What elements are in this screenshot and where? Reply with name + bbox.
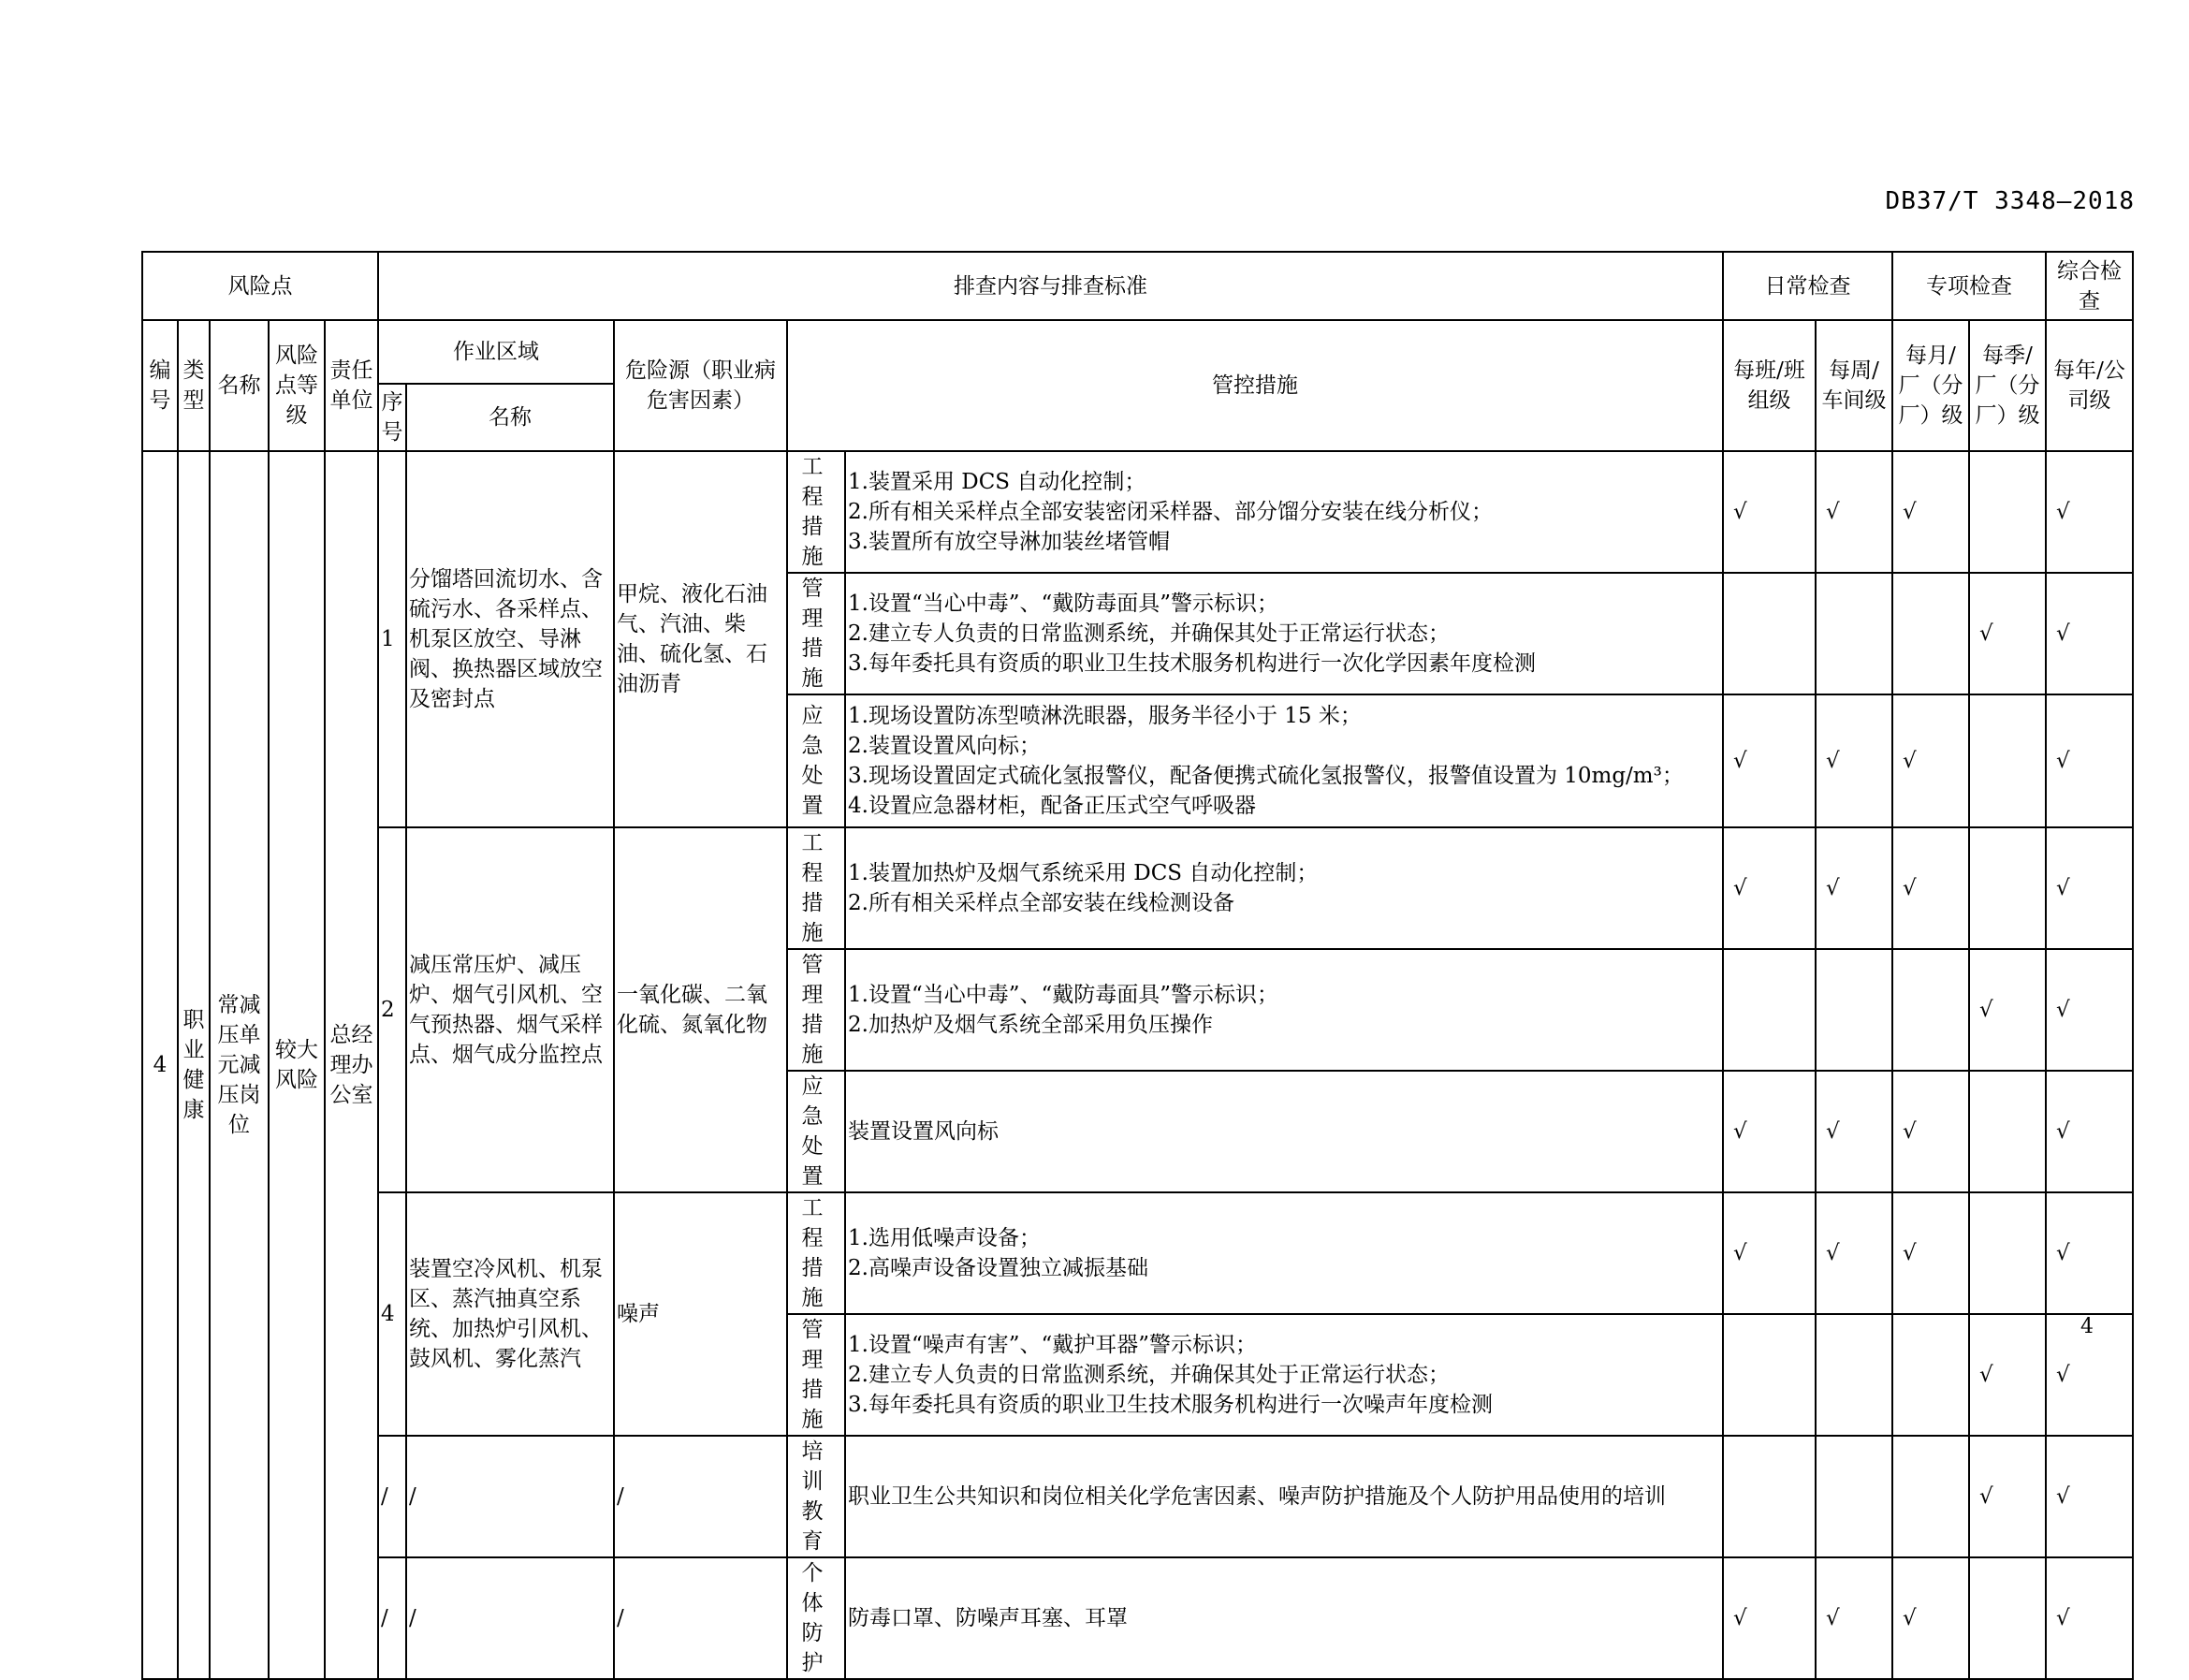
comprehensive-check-header: 综合检查 bbox=[2046, 252, 2133, 320]
no-header: 编号 bbox=[142, 320, 178, 451]
area-seq: / bbox=[378, 1557, 406, 1679]
measure-line: 1.设置“当心中毒”、“戴防毒面具”警示标识； bbox=[848, 592, 1278, 616]
area-seq: 1 bbox=[378, 451, 406, 827]
measure-line: 2.所有相关采样点全部安装在线检测设备 bbox=[848, 891, 1234, 915]
measure-content bbox=[845, 1192, 1723, 1314]
check-mark: √ bbox=[2046, 451, 2133, 573]
check-mark: √ bbox=[1892, 451, 1969, 573]
measure-line: 2.建立专人负责的日常监测系统，并确保其处于正常运行状态； bbox=[848, 621, 1450, 646]
check-mark: √ bbox=[1969, 1436, 2046, 1557]
check-mark: √ bbox=[2046, 1192, 2133, 1314]
seq-header: 序号 bbox=[378, 384, 406, 451]
measure-category: 应急处置 bbox=[787, 1071, 845, 1192]
measure-category: 个体防护 bbox=[787, 1557, 845, 1679]
measure-line: 1.设置“噪声有害”、“戴护耳器”警示标识； bbox=[848, 1333, 1257, 1357]
measure-content bbox=[845, 949, 1723, 1071]
risk-inspection-table bbox=[141, 251, 2134, 1680]
check-mark: √ bbox=[1969, 573, 2046, 694]
unit-header: 责任单位 bbox=[325, 320, 378, 451]
hazard-source: 甲烷、液化石油气、汽油、柴油、硫化氢、石油沥青 bbox=[614, 451, 787, 827]
check-mark: √ bbox=[1816, 694, 1892, 827]
check-mark: √ bbox=[2046, 827, 2133, 949]
check-mark: √ bbox=[2046, 1071, 2133, 1192]
measure-line: 2.建立专人负责的日常监测系统，并确保其处于正常运行状态； bbox=[848, 1363, 1450, 1387]
check-mark: √ bbox=[2046, 694, 2133, 827]
check-mark: √ bbox=[2046, 949, 2133, 1071]
measure-category: 工程措施 bbox=[787, 1192, 845, 1314]
responsible-unit: 总经理办公室 bbox=[325, 451, 378, 1679]
table-body bbox=[142, 451, 2133, 1679]
check-mark: √ bbox=[2046, 1557, 2133, 1679]
measure-line: 1.装置采用 DCS 自动化控制； bbox=[848, 470, 1146, 494]
measure-content bbox=[845, 1071, 1723, 1192]
measure-line: 2.加热炉及烟气系统全部采用负压操作 bbox=[848, 1013, 1213, 1037]
check-mark bbox=[1892, 1436, 1969, 1557]
check-mark: √ bbox=[1816, 827, 1892, 949]
check-mark bbox=[1723, 1436, 1816, 1557]
area-name: 装置空冷风机、机泵区、蒸汽抽真空系统、加热炉引风机、鼓风机、雾化蒸汽 bbox=[406, 1192, 614, 1436]
measure-content bbox=[845, 451, 1723, 573]
check-mark: √ bbox=[1816, 1071, 1892, 1192]
level-header: 风险点等级 bbox=[269, 320, 325, 451]
check-mark bbox=[1816, 949, 1892, 1071]
measure-line: 装置设置风向标 bbox=[848, 1119, 999, 1144]
check-content-header: 排查内容与排查标准 bbox=[378, 252, 1723, 320]
check-mark: √ bbox=[2046, 573, 2133, 694]
measure-line: 3.现场设置固定式硫化氢报警仪，配备便携式硫化氢报警仪，报警值设置为 10mg/m³； bbox=[848, 764, 1684, 788]
check-mark bbox=[1969, 827, 2046, 949]
check-mark: √ bbox=[1969, 1314, 2046, 1436]
document-code: DB37/T 3348—2018 bbox=[1885, 187, 2135, 215]
measure-content bbox=[845, 1436, 1723, 1557]
hazard-source: 一氧化碳、二氧化硫、氮氧化物 bbox=[614, 827, 787, 1192]
check-mark: √ bbox=[2046, 1314, 2133, 1436]
hazard-header: 危险源（职业病危害因素） bbox=[614, 320, 787, 451]
check-mark: √ bbox=[1723, 694, 1816, 827]
type-header: 类型 bbox=[178, 320, 210, 451]
area-name: / bbox=[406, 1557, 614, 1679]
check-mark: √ bbox=[2046, 1436, 2133, 1557]
measure-category: 培训教育 bbox=[787, 1436, 845, 1557]
page-number: 4 bbox=[2080, 1315, 2094, 1338]
measure-line: 2.所有相关采样点全部安装密闭采样器、部分馏分安装在线分析仪； bbox=[848, 500, 1493, 524]
check-mark bbox=[1816, 573, 1892, 694]
check-mark bbox=[1723, 949, 1816, 1071]
freq-shift-header: 每班/班组级 bbox=[1723, 320, 1816, 451]
measure-line: 3.每年委托具有资质的职业卫生技术服务机构进行一次噪声年度检测 bbox=[848, 1393, 1493, 1417]
check-mark: √ bbox=[1723, 1557, 1816, 1679]
check-mark bbox=[1969, 1192, 2046, 1314]
area-seq: 2 bbox=[378, 827, 406, 1192]
check-mark: √ bbox=[1816, 451, 1892, 573]
daily-check-header: 日常检查 bbox=[1723, 252, 1892, 320]
risk-no: 4 bbox=[142, 451, 178, 1679]
measure-line: 1.选用低噪声设备； bbox=[848, 1226, 1041, 1250]
measure-category: 应急处置 bbox=[787, 694, 845, 827]
check-mark bbox=[1816, 1436, 1892, 1557]
measure-line: 职业卫生公共知识和岗位相关化学危害因素、噪声防护措施及个人防护用品使用的培训 bbox=[848, 1484, 1666, 1509]
check-mark: √ bbox=[1892, 827, 1969, 949]
measure-line: 3.装置所有放空导淋加装丝堵管帽 bbox=[848, 530, 1170, 554]
area-name-header: 名称 bbox=[406, 384, 614, 451]
check-mark: √ bbox=[1892, 1192, 1969, 1314]
measure-line: 3.每年委托具有资质的职业卫生技术服务机构进行一次化学因素年度检测 bbox=[848, 651, 1536, 676]
area-seq: / bbox=[378, 1436, 406, 1557]
freq-quarter-header: 每季/厂（分厂）级 bbox=[1969, 320, 2046, 451]
table-row bbox=[142, 1557, 2133, 1679]
measure-category: 管理措施 bbox=[787, 1314, 845, 1436]
check-mark bbox=[1723, 573, 1816, 694]
measure-line: 防毒口罩、防噪声耳塞、耳罩 bbox=[848, 1606, 1128, 1630]
hazard-source: 噪声 bbox=[614, 1192, 787, 1436]
check-mark: √ bbox=[1892, 1071, 1969, 1192]
table-row bbox=[142, 1436, 2133, 1557]
table-header bbox=[142, 252, 2133, 451]
measure-category: 管理措施 bbox=[787, 573, 845, 694]
measure-content bbox=[845, 827, 1723, 949]
measure-line: 1.设置“当心中毒”、“戴防毒面具”警示标识； bbox=[848, 983, 1278, 1007]
hazard-source: / bbox=[614, 1436, 787, 1557]
check-mark bbox=[1892, 949, 1969, 1071]
measure-content bbox=[845, 694, 1723, 827]
check-mark: √ bbox=[1892, 694, 1969, 827]
check-mark bbox=[1816, 1314, 1892, 1436]
check-mark bbox=[1969, 1557, 2046, 1679]
check-mark bbox=[1969, 451, 2046, 573]
measure-content bbox=[845, 1557, 1723, 1679]
measure-line: 2.装置设置风向标； bbox=[848, 734, 1041, 758]
measure-category: 工程措施 bbox=[787, 827, 845, 949]
measures-header: 管控措施 bbox=[787, 320, 1723, 451]
area-name: / bbox=[406, 1436, 614, 1557]
check-mark bbox=[1892, 1314, 1969, 1436]
risk-point-header: 风险点 bbox=[142, 252, 378, 320]
freq-week-header: 每周/车间级 bbox=[1816, 320, 1892, 451]
check-mark bbox=[1969, 694, 2046, 827]
hazard-source: / bbox=[614, 1557, 787, 1679]
measure-content bbox=[845, 1314, 1723, 1436]
freq-month-header: 每月/厂（分厂）级 bbox=[1892, 320, 1969, 451]
check-mark: √ bbox=[1723, 1071, 1816, 1192]
check-mark bbox=[1892, 573, 1969, 694]
check-mark: √ bbox=[1723, 1192, 1816, 1314]
measure-category: 工程措施 bbox=[787, 451, 845, 573]
check-mark: √ bbox=[1969, 949, 2046, 1071]
measure-line: 1.现场设置防冻型喷淋洗眼器，服务半径小于 15 米； bbox=[848, 704, 1362, 728]
check-mark bbox=[1969, 1071, 2046, 1192]
special-check-header: 专项检查 bbox=[1892, 252, 2046, 320]
check-mark: √ bbox=[1892, 1557, 1969, 1679]
freq-year-header: 每年/公司级 bbox=[2046, 320, 2133, 451]
area-seq: 4 bbox=[378, 1192, 406, 1436]
table-row bbox=[142, 1192, 2133, 1314]
measure-content bbox=[845, 573, 1723, 694]
check-mark: √ bbox=[1816, 1557, 1892, 1679]
area-name: 分馏塔回流切水、含硫污水、各采样点、机泵区放空、导淋阀、换热器区域放空及密封点 bbox=[406, 451, 614, 827]
measure-line: 4.设置应急器材柜，配备正压式空气呼吸器 bbox=[848, 794, 1256, 818]
area-name: 减压常压炉、减压炉、烟气引风机、空气预热器、烟气采样点、烟气成分监控点 bbox=[406, 827, 614, 1192]
risk-level: 较大风险 bbox=[269, 451, 325, 1679]
risk-name: 常减压单元减压岗位 bbox=[210, 451, 269, 1679]
work-area-header: 作业区域 bbox=[378, 320, 614, 384]
check-mark: √ bbox=[1723, 451, 1816, 573]
check-mark: √ bbox=[1816, 1192, 1892, 1314]
risk-type: 职业健康 bbox=[178, 451, 210, 1679]
table-row bbox=[142, 451, 2133, 573]
measure-line: 2.高噪声设备设置独立减振基础 bbox=[848, 1256, 1148, 1280]
table-row bbox=[142, 827, 2133, 949]
measure-category: 管理措施 bbox=[787, 949, 845, 1071]
check-mark: √ bbox=[1723, 827, 1816, 949]
name-header: 名称 bbox=[210, 320, 269, 451]
measure-line: 1.装置加热炉及烟气系统采用 DCS 自动化控制； bbox=[848, 861, 1319, 885]
check-mark bbox=[1723, 1314, 1816, 1436]
